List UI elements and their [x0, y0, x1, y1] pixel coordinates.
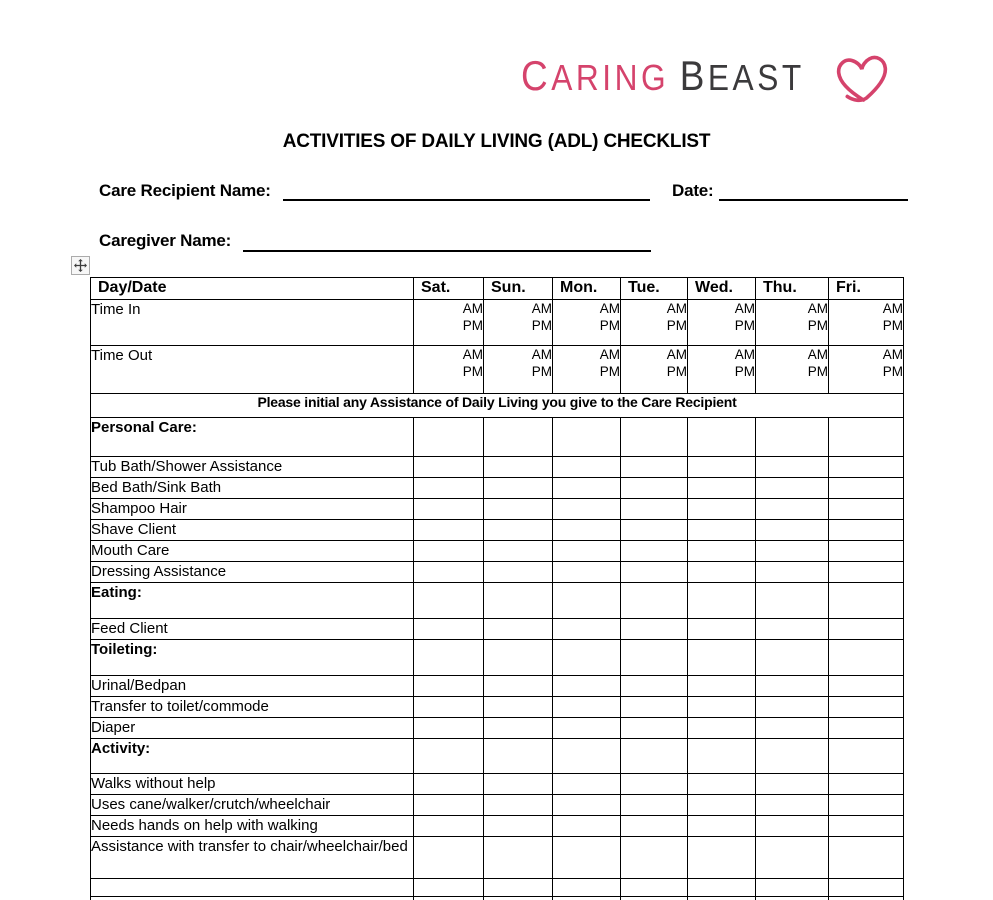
initial-cell[interactable]	[553, 457, 621, 478]
initial-cell[interactable]	[756, 541, 829, 562]
initial-cell[interactable]	[484, 816, 553, 837]
row-label: Assistance with transfer to chair/wheelchair/bed	[91, 837, 414, 879]
heart-icon	[835, 54, 891, 111]
initial-cell[interactable]	[553, 520, 621, 541]
caregiver-name-field[interactable]	[243, 250, 651, 252]
initial-cell[interactable]	[621, 774, 688, 795]
initial-cell[interactable]	[484, 897, 553, 900]
initial-cell[interactable]	[688, 816, 756, 837]
am-label: AM	[599, 347, 620, 362]
care-recipient-name-field[interactable]	[283, 199, 650, 201]
banner-row	[91, 394, 904, 418]
pm-label: PM	[666, 364, 687, 379]
initial-cell[interactable]	[553, 619, 621, 640]
am-label: AM	[531, 347, 552, 362]
row-label: Bed Bath/Sink Bath	[91, 478, 414, 499]
row-label: Dressing Assistance	[91, 562, 414, 583]
initial-cell[interactable]	[688, 457, 756, 478]
time-out-cell[interactable]	[414, 346, 484, 394]
initial-cell[interactable]	[621, 795, 688, 816]
initial-cell[interactable]	[621, 418, 688, 457]
initial-cell[interactable]	[829, 795, 904, 816]
initial-cell[interactable]	[621, 457, 688, 478]
row-label: Mouth Care	[91, 541, 414, 562]
am-label: AM	[807, 301, 828, 316]
initial-cell[interactable]	[756, 739, 829, 774]
initial-cell[interactable]	[553, 739, 621, 774]
row-label	[91, 879, 414, 897]
page-title: ACTIVITIES OF DAILY LIVING (ADL) CHECKLIST	[282, 131, 711, 152]
initial-cell[interactable]	[756, 795, 829, 816]
initial-cell[interactable]	[553, 562, 621, 583]
initial-cell[interactable]	[829, 816, 904, 837]
day-header-tue: Tue.	[621, 278, 688, 300]
initial-cell[interactable]	[414, 897, 484, 900]
logo	[521, 54, 805, 100]
initial-cell[interactable]	[553, 676, 621, 697]
initial-cell[interactable]	[414, 541, 484, 562]
initial-cell[interactable]	[756, 619, 829, 640]
logo-word-caring: CARING	[521, 52, 670, 99]
initial-cell[interactable]	[621, 837, 688, 879]
initial-cell[interactable]	[688, 499, 756, 520]
row-label: Walks without help	[91, 774, 414, 795]
initial-cell[interactable]	[414, 676, 484, 697]
initial-cell[interactable]	[414, 418, 484, 457]
day-header-wed: Wed.	[688, 278, 756, 300]
initial-cell[interactable]	[688, 676, 756, 697]
initial-cell[interactable]	[829, 583, 904, 619]
initial-cell[interactable]	[829, 697, 904, 718]
initial-cell[interactable]	[414, 520, 484, 541]
initial-cell[interactable]	[829, 718, 904, 739]
initial-cell[interactable]	[553, 897, 621, 900]
initial-cell[interactable]	[414, 837, 484, 879]
initial-cell[interactable]	[756, 676, 829, 697]
initial-cell[interactable]	[621, 583, 688, 619]
initial-cell[interactable]	[621, 718, 688, 739]
pm-label: PM	[599, 364, 620, 379]
time-in-cell[interactable]	[829, 300, 904, 346]
am-label: AM	[882, 301, 903, 316]
initial-cell[interactable]	[484, 795, 553, 816]
caregiver-name-label: Caregiver Name:	[99, 231, 232, 250]
day-header-sat: Sat.	[414, 278, 484, 300]
initial-cell[interactable]	[484, 837, 553, 879]
initial-cell[interactable]	[829, 457, 904, 478]
table-move-handle-icon[interactable]	[71, 256, 90, 275]
day-header-thu: Thu.	[756, 278, 829, 300]
initial-cell[interactable]	[621, 676, 688, 697]
initial-cell[interactable]	[688, 837, 756, 879]
initial-cell[interactable]	[829, 418, 904, 457]
row-label: Uses cane/walker/crutch/wheelchair	[91, 795, 414, 816]
initial-cell[interactable]	[688, 562, 756, 583]
time-in-cell[interactable]	[414, 300, 484, 346]
time-in-cell[interactable]	[688, 300, 756, 346]
time-out-cell[interactable]	[484, 346, 553, 394]
initial-cell[interactable]	[414, 697, 484, 718]
adl-table	[90, 277, 904, 900]
pm-label: PM	[734, 364, 755, 379]
day-date-header: Day/Date	[91, 278, 414, 300]
initial-cell[interactable]	[829, 897, 904, 900]
initial-cell[interactable]	[829, 562, 904, 583]
initial-cell[interactable]	[553, 879, 621, 897]
initial-cell[interactable]	[484, 520, 553, 541]
initial-cell[interactable]	[414, 739, 484, 774]
pm-label: PM	[882, 364, 903, 379]
initial-cell[interactable]	[553, 837, 621, 879]
initial-cell[interactable]	[484, 541, 553, 562]
initial-cell[interactable]	[414, 795, 484, 816]
day-header-mon: Mon.	[553, 278, 621, 300]
initial-cell[interactable]	[414, 640, 484, 676]
initial-cell[interactable]	[621, 619, 688, 640]
initial-cell[interactable]	[756, 457, 829, 478]
time-out-cell[interactable]	[688, 346, 756, 394]
initial-cell[interactable]	[756, 583, 829, 619]
am-label: AM	[734, 301, 755, 316]
initial-cell[interactable]	[829, 520, 904, 541]
initial-cell[interactable]	[553, 583, 621, 619]
initial-cell[interactable]	[484, 676, 553, 697]
initial-cell[interactable]	[484, 583, 553, 619]
initial-cell[interactable]	[553, 774, 621, 795]
initial-cell[interactable]	[484, 774, 553, 795]
initial-cell[interactable]	[414, 718, 484, 739]
initial-cell[interactable]	[688, 897, 756, 900]
care-recipient-name-label: Care Recipient Name:	[99, 181, 271, 200]
time-out-label: Time Out	[91, 346, 414, 394]
initial-cell[interactable]	[553, 718, 621, 739]
initial-cell[interactable]	[553, 640, 621, 676]
time-in-cell[interactable]	[484, 300, 553, 346]
time-out-cell[interactable]	[621, 346, 688, 394]
row-label: Activity:	[91, 739, 414, 774]
initial-cell[interactable]	[484, 418, 553, 457]
initial-cell[interactable]	[484, 562, 553, 583]
initial-cell[interactable]	[414, 619, 484, 640]
banner-text: Please initial any Assistance of Daily Living you give to the Care Recipient	[91, 394, 904, 418]
initial-cell[interactable]	[756, 478, 829, 499]
time-out-cell[interactable]	[756, 346, 829, 394]
initial-cell[interactable]	[829, 879, 904, 897]
am-label: AM	[462, 347, 483, 362]
initial-cell[interactable]	[414, 583, 484, 619]
am-label: AM	[882, 347, 903, 362]
initial-cell[interactable]	[621, 478, 688, 499]
initial-cell[interactable]	[484, 457, 553, 478]
initial-cell[interactable]	[829, 478, 904, 499]
initial-cell[interactable]	[756, 816, 829, 837]
initial-cell[interactable]	[688, 640, 756, 676]
initial-cell[interactable]	[621, 897, 688, 900]
am-label: AM	[462, 301, 483, 316]
initial-cell[interactable]	[688, 478, 756, 499]
row-label: Shave Client	[91, 520, 414, 541]
initial-cell[interactable]	[688, 541, 756, 562]
pm-label: PM	[882, 318, 903, 333]
initial-cell[interactable]	[756, 879, 829, 897]
logo-word-beast: BEAST	[679, 52, 805, 99]
initial-cell[interactable]	[829, 619, 904, 640]
initial-cell[interactable]	[688, 619, 756, 640]
initial-cell[interactable]	[484, 619, 553, 640]
initial-cell[interactable]	[829, 541, 904, 562]
pm-label: PM	[807, 364, 828, 379]
initial-cell[interactable]	[829, 676, 904, 697]
initial-cell[interactable]	[484, 499, 553, 520]
initial-cell[interactable]	[829, 774, 904, 795]
time-out-cell[interactable]	[829, 346, 904, 394]
row-label: Urinal/Bedpan	[91, 676, 414, 697]
initial-cell[interactable]	[414, 499, 484, 520]
initial-cell[interactable]	[621, 562, 688, 583]
initial-cell[interactable]	[756, 718, 829, 739]
time-in-row	[91, 300, 904, 346]
initial-cell[interactable]	[756, 418, 829, 457]
initial-cell[interactable]	[688, 718, 756, 739]
initial-cell[interactable]	[414, 457, 484, 478]
row-label: Needs hands on help with walking	[91, 816, 414, 837]
row-label: Shampoo Hair	[91, 499, 414, 520]
initial-cell[interactable]	[621, 541, 688, 562]
am-label: AM	[599, 301, 620, 316]
pm-label: PM	[462, 318, 483, 333]
am-label: AM	[531, 301, 552, 316]
row-label: Transfer to toilet/commode	[91, 697, 414, 718]
initial-cell[interactable]	[688, 697, 756, 718]
initial-cell[interactable]	[829, 739, 904, 774]
initial-cell[interactable]	[553, 816, 621, 837]
initial-cell[interactable]	[756, 520, 829, 541]
initial-cell[interactable]	[688, 879, 756, 897]
initial-cell[interactable]	[621, 739, 688, 774]
pm-label: PM	[531, 318, 552, 333]
initial-cell[interactable]	[553, 541, 621, 562]
initial-cell[interactable]	[756, 697, 829, 718]
pm-label: PM	[734, 318, 755, 333]
am-label: AM	[734, 347, 755, 362]
am-label: AM	[666, 301, 687, 316]
day-header-fri: Fri.	[829, 278, 904, 300]
pm-label: PM	[807, 318, 828, 333]
pm-label: PM	[462, 364, 483, 379]
initial-cell[interactable]	[621, 499, 688, 520]
row-label	[91, 897, 414, 900]
initial-cell[interactable]	[829, 499, 904, 520]
pm-label: PM	[599, 318, 620, 333]
row-label: Eating:	[91, 583, 414, 619]
initial-cell[interactable]	[484, 640, 553, 676]
time-in-cell[interactable]	[621, 300, 688, 346]
initial-cell[interactable]	[756, 640, 829, 676]
day-header-sun: Sun.	[484, 278, 553, 300]
am-label: AM	[807, 347, 828, 362]
row-label: Toileting:	[91, 640, 414, 676]
initial-cell[interactable]	[553, 499, 621, 520]
initial-cell[interactable]	[414, 478, 484, 499]
initial-cell[interactable]	[414, 774, 484, 795]
initial-cell[interactable]	[553, 795, 621, 816]
initial-cell[interactable]	[414, 879, 484, 897]
row-label: Feed Client	[91, 619, 414, 640]
initial-cell[interactable]	[621, 697, 688, 718]
initial-cell[interactable]	[829, 837, 904, 879]
initial-cell[interactable]	[688, 520, 756, 541]
initial-cell[interactable]	[756, 499, 829, 520]
pm-label: PM	[666, 318, 687, 333]
initial-cell[interactable]	[484, 697, 553, 718]
initial-cell[interactable]	[414, 562, 484, 583]
initial-cell[interactable]	[621, 879, 688, 897]
initial-cell[interactable]	[553, 478, 621, 499]
initial-cell[interactable]	[484, 718, 553, 739]
initial-cell[interactable]	[756, 897, 829, 900]
initial-cell[interactable]	[414, 816, 484, 837]
initial-cell[interactable]	[829, 640, 904, 676]
initial-cell[interactable]	[756, 837, 829, 879]
initial-cell[interactable]	[484, 879, 553, 897]
row-label: Diaper	[91, 718, 414, 739]
am-label: AM	[666, 347, 687, 362]
initial-cell[interactable]	[621, 816, 688, 837]
time-out-row	[91, 346, 904, 394]
initial-cell[interactable]	[756, 562, 829, 583]
initial-cell[interactable]	[484, 739, 553, 774]
row-label: Personal Care:	[91, 418, 414, 457]
time-in-cell[interactable]	[756, 300, 829, 346]
initial-cell[interactable]	[621, 520, 688, 541]
date-field[interactable]	[719, 199, 908, 201]
date-label: Date:	[672, 181, 714, 200]
initial-cell[interactable]	[688, 795, 756, 816]
initial-cell[interactable]	[688, 774, 756, 795]
initial-cell[interactable]	[688, 418, 756, 457]
initial-cell[interactable]	[484, 478, 553, 499]
initial-cell[interactable]	[688, 739, 756, 774]
initial-cell[interactable]	[621, 640, 688, 676]
time-in-label: Time In	[91, 300, 414, 346]
initial-cell[interactable]	[553, 418, 621, 457]
pm-label: PM	[531, 364, 552, 379]
row-label: Tub Bath/Shower Assistance	[91, 457, 414, 478]
initial-cell[interactable]	[756, 774, 829, 795]
table-header-row	[91, 278, 904, 300]
initial-cell[interactable]	[553, 697, 621, 718]
time-in-cell[interactable]	[553, 300, 621, 346]
initial-cell[interactable]	[688, 583, 756, 619]
time-out-cell[interactable]	[553, 346, 621, 394]
